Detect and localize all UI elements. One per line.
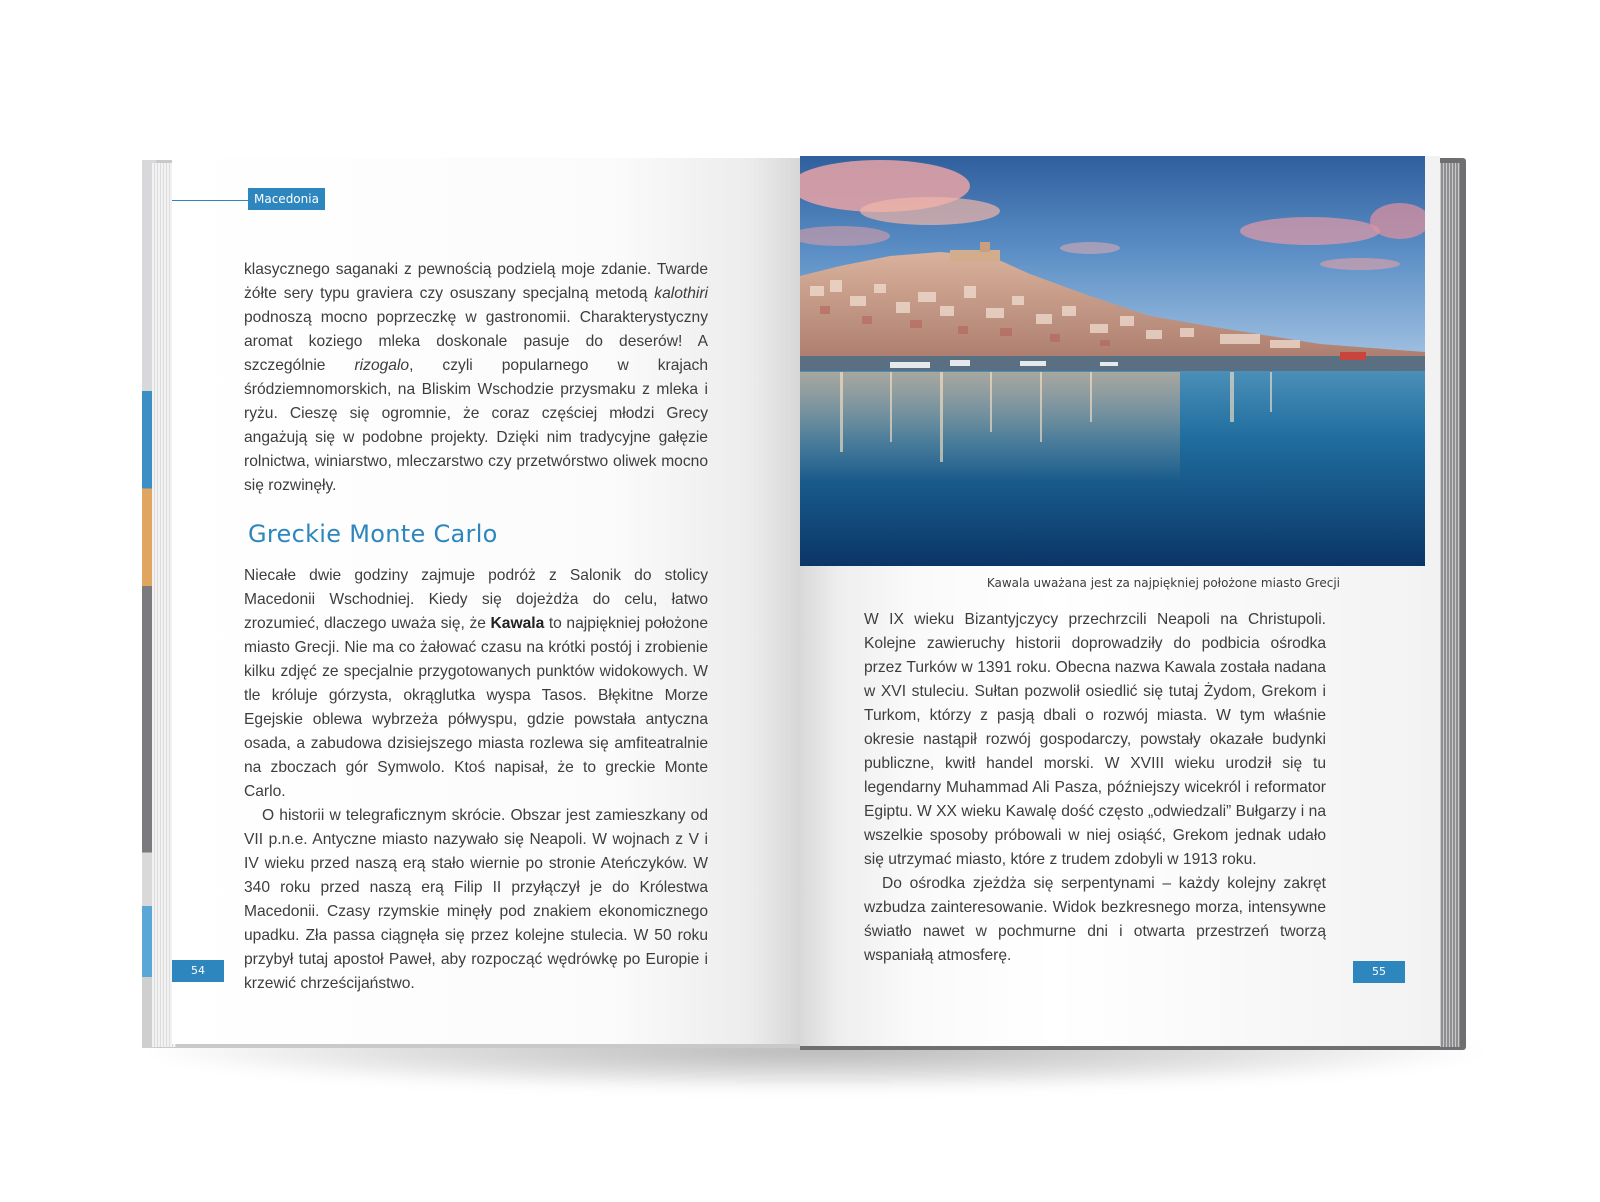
- section-text-2: to najpiękniej położone miasto Grecji. Nie ma co żałować czasu na krótki postój i zrobienie kilku zdjęć ze specjalnie przygotowanych punktów widokowych. W tle króluje górzysta, okrąglutka wyspa Tasos. Błękitne Morze Egejskie oblewa wybrzeża półwyspu, gdzie powstała antyczna osada, a zabudowa dzisiejszego miasta rozlewa się amfiteatralnie na zboczach gór Symwolo. Ktoś napisał, że to greckie Monte Carlo.: [244, 615, 708, 800]
- section-heading: Greckie Monte Carlo: [248, 520, 498, 548]
- kavala-harbor-photo: [800, 156, 1425, 566]
- page-number-left: 54: [172, 960, 224, 982]
- right-paragraph-2: Do ośrodka zjeżdża się serpentynami – każdy kolejny zakręt wzbudza zainteresowanie. Widok bezkresnego morza, intensywne światło nawet w pochmurne dni i otwarta przestrzeń tworzą wspaniałą atmosferę.: [864, 875, 1326, 964]
- right-body: [864, 608, 1326, 968]
- intro-text-2: podnoszą mocno poprzeczkę w gastronomii. Charakterystyczny aromat koziego mleka doskonale pasuje do deserów! A szczególnie: [244, 309, 708, 374]
- left-page: [172, 158, 802, 1044]
- intro-text-3: , czyli popularnego w krajach śródziemnomorskich, na Bliskim Wschodzie przysmaku z mleka i ryżu. Cieszę się ogromnie, że coraz częściej młodzi Grecy angażują się w podobne projekty. Dzięki nim tradycyjne gałęzie rolnictwa, winiarstwo, mleczarstwo czy przetwórstwo oliwek mocno się rozwinęły.: [244, 357, 708, 494]
- intro-italic-1: kalothiri: [654, 285, 708, 302]
- right-paragraph-1: W IX wieku Bizantyjczycy przechrzcili Neapoli na Christupoli. Kolejne zawieruchy historii doprowadziły do podbicia ośrodka przez Turków w 1391 roku. Obecna nazwa Kawala została nadana w XVI stuleciu. Sułtan pozwolił osiedlić się tutaj Żydom, Grekom i Turkom, którzy z pasją dbali o rozwój miasta. W tym właśnie okresie nastąpił rozwój gospodarczy, powstały okazałe budynki publiczne, kwitł handel morski. W XVIII wieku urodził się tu legendarny Muhammad Ali Pasza, późniejszy wicekról i reformator Egiptu. W XX wieku Kawalę dość często „odwiedzali” Bułgarzy i na wszelkie sposoby próbowali w niej osiąść, Grekom jednak udało się utrzymać miasto, które z trudem zdobyli w 1913 roku.: [864, 611, 1326, 868]
- page-edges-right: [1440, 163, 1460, 1047]
- section-body: [244, 564, 708, 996]
- intro-italic-2: rizogalo: [354, 357, 410, 374]
- chapter-tab: Macedonia: [248, 188, 325, 210]
- chapter-rule: [172, 200, 250, 201]
- section-text-1: Niecałe dwie godziny zajmuje podróż z Salonik do stolicy Macedonii Wschodniej. Kiedy się dojeżdża do celu, łatwo zrozumieć, dlaczego uważa się, że: [244, 567, 708, 632]
- right-page: [800, 156, 1440, 1046]
- intro-text-1: klasycznego saganaki z pewnością podzielą moje zdanie. Twarde żółte sery typu graviera czy osuszany specjalną metodą: [244, 261, 708, 302]
- intro-paragraph: [244, 258, 708, 498]
- section-paragraph-2: O historii w telegraficznym skrócie. Obszar jest zamieszkany od VII p.n.e. Antyczne miasto nazywało się Neapoli. W wojnach z V i IV wieku przed naszą erą stało wiernie po stronie Ateńczyków. W 340 roku przed naszą erą Filip II przyłączył je do Królestwa Macedonii. Czasy rzymskie minęły pod znakiem ekonomicznego upadku. Zła passa ciągnęła się przez kolejne stulecia. W 50 roku przybył tutaj apostoł Paweł, aby rozpocząć wędrówkę po Europie i krzewić chrześcijaństwo.: [244, 807, 708, 992]
- page-number-right: 55: [1353, 961, 1405, 983]
- section-bold: Kawala: [490, 615, 545, 632]
- photo-caption: Kawala uważana jest za najpiękniej położone miasto Grecji: [986, 576, 1340, 590]
